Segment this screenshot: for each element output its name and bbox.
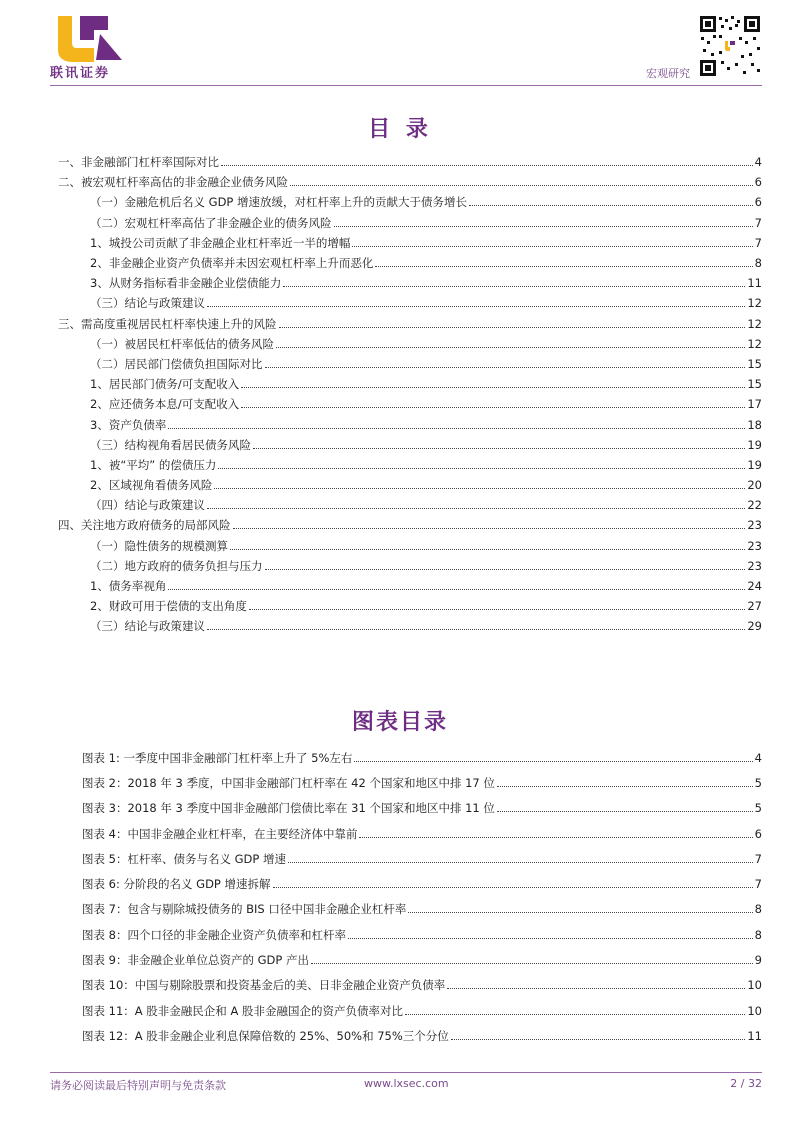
dot-leader [168,427,745,429]
toc-entry[interactable] [90,374,762,394]
toc-entry-title: （二）居民部门偿债负担国际对比 [90,356,263,371]
dot-leader [375,265,752,267]
toc-entry-title: 3、资产负债率 [90,417,167,432]
figure-entry-title: 图表 10：中国与剔除股票和投资基金后的美、日非金融企业资产负债率 [82,978,446,993]
figure-entry-page: 8 [754,927,762,942]
figure-entry-title: 图表 2：2018 年 3 季度，中国非金融部门杠杆率在 42 个国家和地区中排 17 位 [82,775,495,790]
toc-entry[interactable] [58,172,762,192]
figure-entry[interactable] [82,770,762,795]
dot-leader [405,1013,745,1015]
dot-leader [334,225,753,227]
disclaimer-link[interactable]: 请务必阅读最后特别声明与免责条款 [50,1079,226,1092]
toc-entry-page: 15 [747,356,762,371]
dot-leader [352,245,752,247]
toc-entry-page: 4 [754,155,762,170]
dot-leader [359,836,752,838]
toc-entry[interactable] [90,495,762,515]
figure-entry-page: 9 [754,953,762,968]
dot-leader [207,507,745,509]
figure-entry-title: 图表 4：中国非金融企业杠杆率，在主要经济体中靠前 [82,826,358,841]
toc-entry[interactable] [90,273,762,293]
dot-leader [311,962,753,964]
dot-leader [218,467,745,469]
toc-entry-title: 四、关注地方政府债务的局部风险 [58,518,231,533]
figure-entry[interactable] [82,846,762,871]
toc-entry-page: 18 [747,417,762,432]
dot-leader [276,346,745,348]
website-link[interactable]: www.lxsec.com [364,1077,449,1090]
toc-entry-page: 6 [754,195,762,210]
figure-entry[interactable] [82,998,762,1023]
toc-entry-page: 7 [754,235,762,250]
figure-entry-page: 11 [747,1028,762,1043]
toc-entry-title: （三）结论与政策建议 [90,296,205,311]
toc-entry-page: 12 [747,336,762,351]
toc-entry-page: 27 [747,599,762,614]
dot-leader [469,204,753,206]
toc-entry[interactable] [90,414,762,434]
dot-leader [230,548,745,550]
toc-entry[interactable] [90,293,762,313]
page-number: 2 / 32 [730,1077,762,1090]
toc-entry-page: 19 [747,457,762,472]
figure-entry-page: 7 [754,851,762,866]
dot-leader [283,285,745,287]
toc-entry-title: 1、被“平均” 的偿债压力 [90,457,217,472]
toc-entry-title: （三）结构视角看居民债务风险 [90,437,251,452]
toc-entry-title: 一、非金融部门杠杆率国际对比 [58,155,219,170]
dot-leader [168,588,745,590]
dot-leader [288,861,753,863]
toc-list [0,152,800,637]
toc-entry-page: 19 [747,437,762,452]
toc-entry-title: 3、从财务指标看非金融企业偿债能力 [90,276,282,291]
dot-leader [207,628,745,630]
figure-entry[interactable] [82,871,762,896]
footer-divider [50,1072,762,1073]
figure-entry-page: 5 [754,775,762,790]
toc-entry-page: 12 [747,296,762,311]
figure-entry-title: 图表 12：A 股非金融企业利息保障倍数的 25%、50%和 75%三个分位 [82,1028,449,1043]
figure-entry-title: 图表 3：2018 年 3 季度中国非金融部门偿债比率在 31 个国家和地区中排 11 位 [82,801,495,816]
toc-entry[interactable] [90,536,762,556]
report-category: 宏观研究 [646,67,690,80]
figure-entry-title: 图表 6: 分阶段的名义 GDP 增速拆解 [82,877,271,892]
toc-entry[interactable] [90,253,762,273]
toc-entry-page: 17 [747,397,762,412]
toc-entry-title: 2、财政可用于偿债的支出角度 [90,599,247,614]
figure-entry-title: 图表 9：非金融企业单位总资产的 GDP 产出 [82,953,309,968]
toc-entry[interactable] [58,314,762,334]
toc-entry-title: （二）宏观杠杆率高估了非金融企业的债务风险 [90,215,332,230]
qr-code [699,15,761,77]
figure-entry-title: 图表 8：四个口径的非金融企业资产负债率和杠杆率 [82,927,346,942]
dot-leader [497,810,753,812]
figure-entry[interactable] [82,1023,762,1048]
dot-leader [290,184,753,186]
dot-leader [207,305,745,307]
figure-entry[interactable] [82,897,762,922]
dot-leader [451,1038,746,1040]
toc-entry-title: （三）结论与政策建议 [90,619,205,634]
dot-leader [249,608,746,610]
dot-leader [348,937,753,939]
toc-entry[interactable] [90,616,762,636]
toc-entry-title: 1、居民部门债务/可支配收入 [90,377,240,392]
dot-leader [354,760,752,762]
toc-entry-page: 23 [747,538,762,553]
toc-entry-title: （一）被居民杠杆率低估的债务风险 [90,336,274,351]
figure-entry[interactable] [82,947,762,972]
figure-list [0,745,800,1049]
toc-entry-title: 1、债务率视角 [90,579,167,594]
toc-entry-title: 三、需高度重视居民杠杆率快速上升的风险 [58,316,277,331]
toc-entry-title: 二、被宏观杠杆率高估的非金融企业债务风险 [58,175,288,190]
figure-entry[interactable] [82,973,762,998]
brand-name: 联讯证券 [50,66,111,81]
figure-entry-page: 7 [754,877,762,892]
toc-entry-page: 7 [754,215,762,230]
figure-entry-title: 图表 5：杠杆率、债务与名义 GDP 增速 [82,851,286,866]
dot-leader [214,487,745,489]
toc-entry-title: 1、城投公司贡献了非金融企业杠杆率近一半的增幅 [90,235,351,250]
toc-entry[interactable] [90,354,762,374]
toc-entry-page: 22 [747,498,762,513]
dot-leader [265,366,746,368]
toc-entry-page: 11 [747,276,762,291]
dot-leader [253,447,745,449]
figure-entry-page: 4 [754,750,762,765]
dot-leader [221,164,753,166]
toc-entry-title: 2、区域视角看债务风险 [90,478,213,493]
toc-entry-page: 29 [747,619,762,634]
dot-leader [273,886,753,888]
toc-entry-page: 23 [747,558,762,573]
figure-entry-title: 图表 7：包含与剔除城投债务的 BIS 口径中国非金融企业杠杆率 [82,902,407,917]
figure-entry[interactable] [82,821,762,846]
toc-entry[interactable] [90,435,762,455]
toc-entry-page: 8 [754,256,762,271]
toc-entry-page: 23 [747,518,762,533]
toc-entry-title: 2、非金融企业资产负债率并未因宏观杠杆率上升而恶化 [90,256,374,271]
toc-entry[interactable] [58,515,762,535]
toc-entry[interactable] [90,455,762,475]
toc-entry-page: 20 [747,478,762,493]
toc-entry[interactable] [90,576,762,596]
figure-entry[interactable] [82,745,762,770]
toc-entry-page: 6 [754,175,762,190]
figure-entry[interactable] [82,796,762,821]
toc-entry[interactable] [90,233,762,253]
dot-leader [265,568,746,570]
dot-leader [241,406,745,408]
figure-entry-page: 5 [754,801,762,816]
toc-entry[interactable] [90,475,762,495]
toc-entry[interactable] [90,394,762,414]
figure-entry-page: 8 [754,902,762,917]
figure-entry-page: 10 [747,1003,762,1018]
toc-entry-page: 24 [747,579,762,594]
toc-entry-page: 12 [747,316,762,331]
figure-entry[interactable] [82,922,762,947]
toc-entry-title: （一）金融危机后名义 GDP 增速放缓，对杠杆率上升的贡献大于债务增长 [90,195,468,210]
toc-entry-title: （一）隐性债务的规模测算 [90,538,228,553]
dot-leader [497,785,753,787]
dot-leader [279,326,746,328]
dot-leader [241,386,745,388]
figure-entry-page: 6 [754,826,762,841]
toc-entry[interactable] [90,213,762,233]
figure-entry-page: 10 [747,978,762,993]
toc-title: 目 录 [368,117,432,142]
toc-entry[interactable] [90,596,762,616]
figure-entry-title: 图表 1: 一季度中国非金融部门杠杆率上升了 5%左右 [82,750,353,765]
toc-entry[interactable] [90,334,762,354]
toc-entry-page: 15 [747,377,762,392]
dot-leader [447,987,745,989]
toc-entry[interactable] [58,152,762,172]
dot-leader [408,911,752,913]
toc-entry[interactable] [90,192,762,212]
dot-leader [233,527,746,529]
figure-entry-title: 图表 11：A 股非金融民企和 A 股非金融国企的资产负债率对比 [82,1003,403,1018]
toc-entry-title: 2、应还债务本息/可支配收入 [90,397,240,412]
toc-entry-title: （四）结论与政策建议 [90,498,205,513]
figure-list-title: 图表目录 [351,710,448,735]
toc-entry[interactable] [90,556,762,576]
toc-entry-title: （二）地方政府的债务负担与压力 [90,558,263,573]
header-divider [50,85,762,86]
